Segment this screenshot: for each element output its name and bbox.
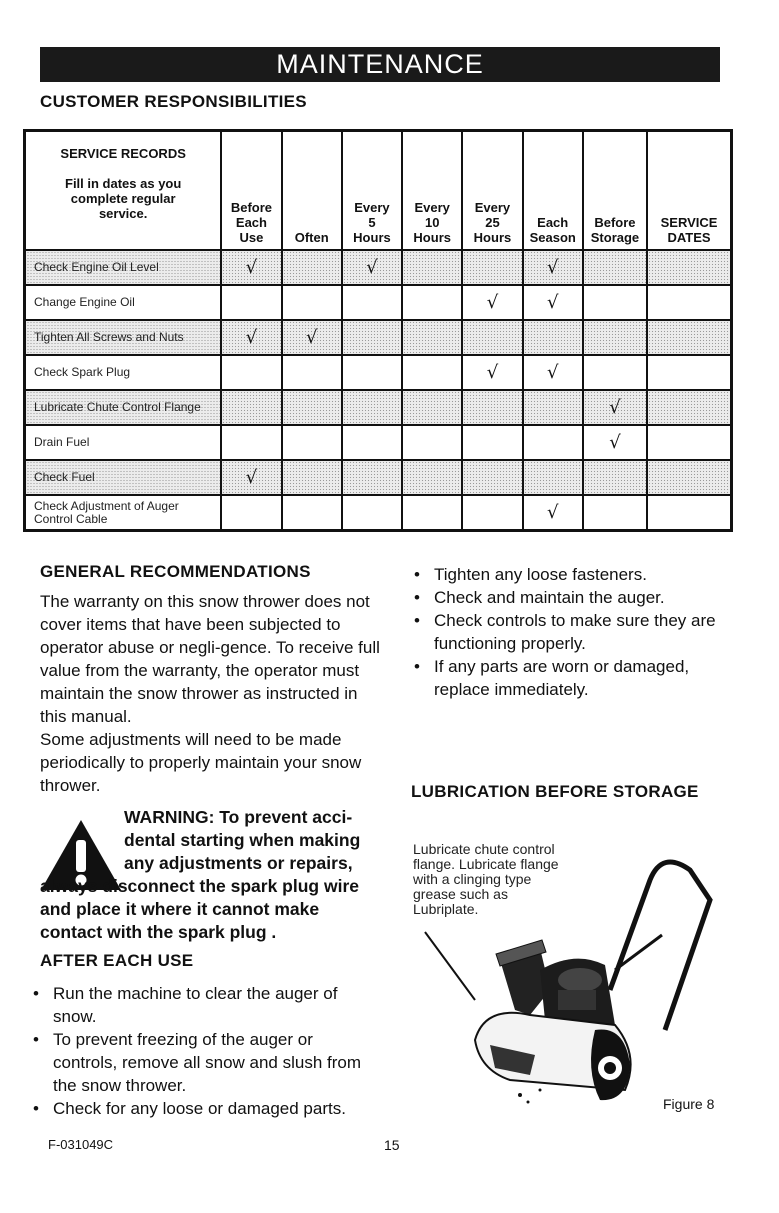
check-cell — [282, 320, 342, 355]
task-cell: Tighten All Screws and Nuts — [25, 320, 222, 355]
check-cell — [523, 495, 583, 531]
table-row — [25, 355, 732, 390]
service-date-cell — [647, 425, 731, 460]
caption-line: with a clinging type — [413, 871, 532, 887]
interval-header — [282, 131, 342, 251]
service-date-cell — [647, 460, 731, 495]
check-cell — [583, 250, 647, 285]
checkmark-icon: √ — [546, 292, 559, 313]
table-row — [25, 390, 732, 425]
check-cell — [462, 460, 522, 495]
check-cell — [282, 495, 342, 531]
customer-responsibilities-heading: CUSTOMER RESPONSIBILITIES — [40, 92, 307, 111]
after-each-use-list — [28, 982, 373, 1120]
checkmark-icon: √ — [245, 257, 258, 278]
maintenance-banner: MAINTENANCE — [40, 47, 720, 82]
table-row — [25, 320, 732, 355]
checkmark-icon: √ — [366, 257, 378, 278]
header-line: DATES — [667, 230, 711, 245]
check-cell — [221, 390, 281, 425]
document-code: F-031049C — [48, 1137, 114, 1152]
checkmark-icon: √ — [305, 327, 318, 348]
check-cell — [523, 425, 583, 460]
table-row — [25, 460, 732, 495]
table-header-row — [25, 131, 732, 251]
header-line: SERVICE RECORDS — [60, 146, 186, 161]
list-item: • To prevent freezing of the auger or controls, remove all snow and slush from the snow thrower. — [28, 1028, 373, 1097]
check-cell — [282, 390, 342, 425]
check-cell — [342, 460, 402, 495]
list-item: • If any parts are worn or damaged, replace immediately. — [409, 655, 744, 701]
caption-line: Lubricate chute control — [413, 841, 555, 857]
check-cell — [583, 285, 647, 320]
general-recommendations-heading: GENERAL RECOMMENDATIONS — [40, 562, 311, 581]
checkmark-icon: √ — [486, 292, 499, 313]
check-cell — [221, 425, 281, 460]
check-cell — [583, 460, 647, 495]
caption-line: flange. Lubricate flange — [413, 856, 559, 872]
lubrication-caption — [413, 842, 559, 917]
right-maintenance-list — [409, 563, 744, 701]
check-cell — [462, 495, 522, 531]
check-cell — [523, 320, 583, 355]
service-records-table — [23, 129, 733, 532]
check-cell — [342, 355, 402, 390]
checkmark-icon: √ — [486, 362, 499, 383]
check-cell — [402, 425, 462, 460]
check-cell — [402, 285, 462, 320]
header-line: Before — [594, 215, 636, 230]
warranty-paragraph: The warranty on this snow thrower does not cover items that have been subjected to operator abuse or negli-gence. To receive full value from the warranty, the operator must maintain the snow thrower as instructed in this manual. — [40, 592, 380, 726]
warning-text — [40, 806, 380, 944]
checkmark-icon: √ — [245, 327, 258, 348]
check-cell — [402, 460, 462, 495]
header-line: 25 — [485, 215, 500, 230]
check-cell — [342, 250, 402, 285]
check-cell — [523, 355, 583, 390]
checkmark-icon: √ — [245, 467, 258, 488]
header-line: Storage — [590, 230, 640, 245]
header-line: Before — [230, 200, 273, 215]
header-line: complete regular — [70, 191, 176, 206]
header-line: Hours — [473, 230, 512, 245]
check-cell — [583, 425, 647, 460]
check-cell — [221, 285, 281, 320]
check-cell — [282, 425, 342, 460]
table-row — [25, 495, 732, 531]
task-cell: Check Fuel — [25, 460, 222, 495]
check-cell — [462, 425, 522, 460]
service-date-cell — [647, 320, 731, 355]
general-recommendations-body — [40, 590, 380, 797]
checkmark-icon: √ — [546, 257, 559, 278]
check-cell — [583, 320, 647, 355]
checkmark-icon: √ — [609, 397, 621, 418]
header-line: Every — [474, 200, 511, 215]
service-date-cell — [647, 355, 731, 390]
list-item: • Check for any loose or damaged parts. — [28, 1097, 373, 1120]
adjustments-paragraph: Some adjustments will need to be made periodically to properly maintain your snow thrower. — [40, 730, 362, 795]
header-line: Use — [239, 230, 264, 245]
task-cell: Check Spark Plug — [25, 355, 222, 390]
header-line: service. — [98, 206, 148, 221]
checkmark-icon: √ — [546, 502, 559, 523]
service-date-cell — [647, 495, 731, 531]
check-cell — [462, 355, 522, 390]
interval-header — [647, 131, 731, 251]
interval-header — [342, 131, 402, 251]
check-cell — [583, 390, 647, 425]
header-line: Fill in dates as you — [65, 176, 182, 191]
header-line: Often — [294, 230, 329, 245]
check-cell — [402, 355, 462, 390]
check-cell — [583, 495, 647, 531]
check-cell — [523, 460, 583, 495]
header-line: Season — [529, 230, 576, 245]
interval-header — [402, 131, 462, 251]
interval-header — [523, 131, 583, 251]
caption-line: Lubriplate. — [413, 901, 479, 917]
header-line: Every — [354, 200, 390, 215]
check-cell — [342, 285, 402, 320]
task-cell: Lubricate Chute Control Flange — [25, 390, 222, 425]
header-line: Hours — [353, 230, 391, 245]
list-item: • Check controls to make sure they are functioning properly. — [409, 609, 744, 655]
check-cell — [523, 250, 583, 285]
service-date-cell — [647, 285, 731, 320]
check-cell — [523, 390, 583, 425]
interval-header — [221, 131, 281, 251]
warning-text-lines-1-3: WARNING: To prevent acci-dental starting when making any adjustments or repairs, — [124, 807, 361, 873]
check-cell — [523, 285, 583, 320]
header-line: 10 — [424, 215, 440, 230]
check-cell — [342, 425, 402, 460]
check-cell — [221, 355, 281, 390]
task-cell: Change Engine Oil — [25, 285, 222, 320]
caption-line: grease such as — [413, 886, 508, 902]
check-cell — [402, 320, 462, 355]
check-cell — [221, 460, 281, 495]
service-date-cell — [647, 250, 731, 285]
check-cell — [402, 390, 462, 425]
interval-header — [583, 131, 647, 251]
list-item: • Tighten any loose fasteners. — [409, 563, 744, 586]
figure-label: Figure 8 — [663, 1096, 715, 1112]
check-cell — [462, 285, 522, 320]
check-cell — [282, 250, 342, 285]
header-line: Every — [414, 200, 450, 215]
check-cell — [282, 285, 342, 320]
check-cell — [221, 495, 281, 531]
check-cell — [342, 390, 402, 425]
check-cell — [282, 460, 342, 495]
list-item: • Run the machine to clear the auger of snow. — [28, 982, 373, 1028]
lubrication-heading: LUBRICATION BEFORE STORAGE — [411, 782, 699, 801]
check-cell — [402, 250, 462, 285]
table-row — [25, 425, 732, 460]
after-each-use-heading: AFTER EACH USE — [40, 951, 194, 970]
table-row — [25, 285, 732, 320]
header-line: SERVICE — [660, 215, 718, 230]
page-number: 15 — [384, 1137, 400, 1153]
header-line: Hours — [413, 230, 451, 245]
checkmark-icon: √ — [609, 432, 621, 453]
header-line: 5 — [368, 215, 376, 230]
check-cell — [462, 320, 522, 355]
check-cell — [282, 355, 342, 390]
warning-text-lines-4-6: always disconnect the spark plug wire and place it where it cannot make contact with the spark plug . — [40, 876, 359, 942]
service-date-cell — [647, 390, 731, 425]
table-row — [25, 250, 732, 285]
check-cell — [342, 320, 402, 355]
check-cell — [462, 390, 522, 425]
task-cell: Check Adjustment of Auger Control Cable — [25, 495, 222, 531]
task-cell: Check Engine Oil Level — [25, 250, 222, 285]
check-cell — [342, 495, 402, 531]
interval-header — [462, 131, 522, 251]
task-cell: Drain Fuel — [25, 425, 222, 460]
service-records-header — [25, 131, 222, 251]
check-cell — [402, 495, 462, 531]
checkmark-icon: √ — [546, 362, 559, 383]
check-cell — [462, 250, 522, 285]
check-cell — [221, 250, 281, 285]
header-line: Each — [235, 215, 267, 230]
check-cell — [221, 320, 281, 355]
header-line: Each — [537, 215, 569, 230]
check-cell — [583, 355, 647, 390]
list-item: • Check and maintain the auger. — [409, 586, 744, 609]
